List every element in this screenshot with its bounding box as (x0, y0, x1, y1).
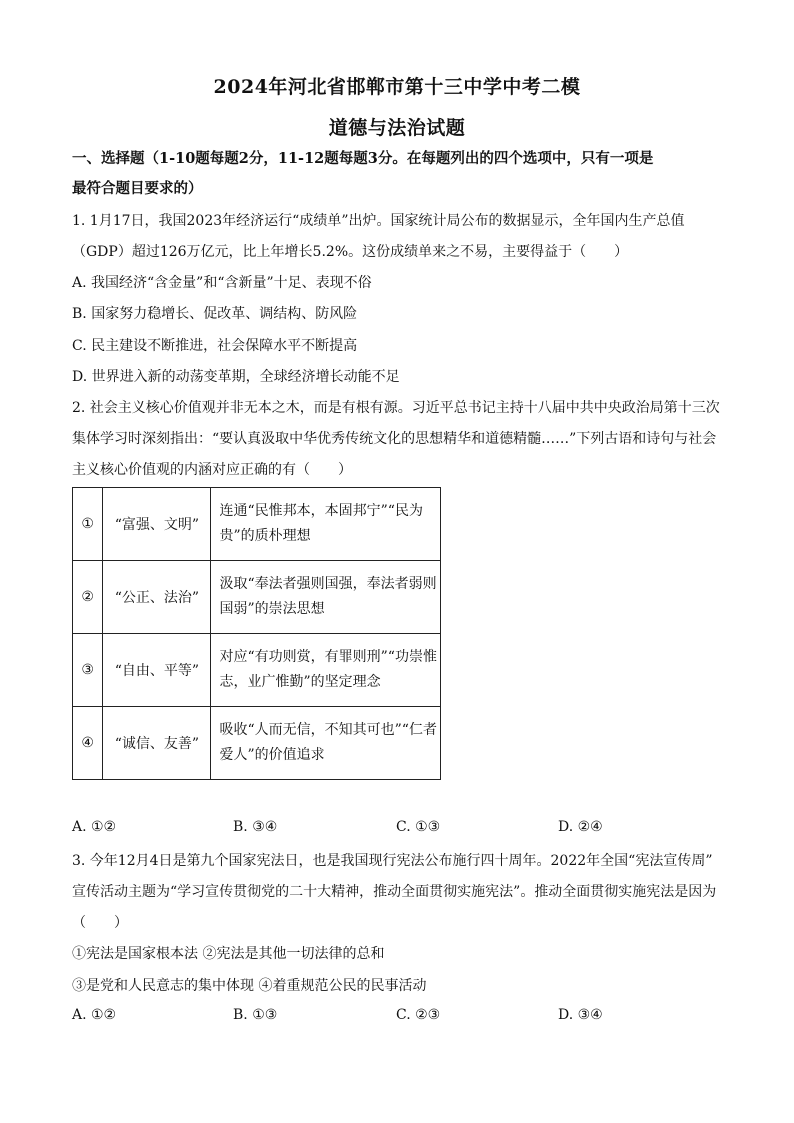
q3-option-b: B. ①③ (233, 1007, 278, 1023)
table-cell-value: “诚信、友善” (103, 707, 211, 780)
q3-option-a: A. ①② (72, 1007, 117, 1023)
q1-option-b: B. 国家努力稳增长、促改革、调结构、防风险 (72, 306, 358, 322)
table-row (73, 488, 441, 561)
exam-title: 2024年河北省邯郸市第十三中学中考二模 (213, 76, 581, 98)
table-cell-number: ④ (73, 707, 103, 780)
q3-option-c: C. ②③ (396, 1007, 441, 1023)
table-cell-number: ① (73, 488, 103, 561)
q3-items-line2: ③是党和人民意志的集中体现 ④着重规范公民的民事活动 (72, 978, 427, 994)
table-cell-number: ③ (73, 634, 103, 707)
q3-items-line1: ①宪法是国家根本法 ②宪法是其他一切法律的总和 (72, 946, 385, 962)
q3-stem-line3: （ ） (72, 915, 128, 931)
table-cell-value: “富强、文明” (103, 488, 211, 561)
table-cell-description: 对应“有功则赏，有罪则刑”“功崇惟志，业广惟勤”的坚定理念 (211, 634, 441, 707)
q3-stem-line1: 3. 今年12月4日是第九个国家宪法日，也是我国现行宪法公布施行四十周年。2022年全国“宪法宣传周” (72, 853, 713, 869)
table-cell-number: ② (73, 561, 103, 634)
table-cell-value: “公正、法治” (103, 561, 211, 634)
q2-option-a: A. ①② (72, 819, 117, 835)
table-cell-value: “自由、平等” (103, 634, 211, 707)
table-cell-description: 汲取“奉法者强则国强，奉法者弱则国弱”的崇法思想 (211, 561, 441, 634)
table-row (73, 634, 441, 707)
table-row (73, 707, 441, 780)
q2-option-c: C. ①③ (396, 819, 441, 835)
q2-table (72, 487, 441, 780)
table-cell-description: 连通“民惟邦本，本固邦宁”“民为贵”的质朴理想 (211, 488, 441, 561)
q1-option-d: D. 世界进入新的动荡变革期，全球经济增长动能不足 (72, 369, 400, 385)
exam-subtitle: 道德与法治试题 (328, 117, 466, 139)
section-heading-line2: 最符合题目要求的） (72, 180, 203, 197)
table-cell-description: 吸收“人而无信，不知其可也”“仁者爱人”的价值追求 (211, 707, 441, 780)
q1-option-c: C. 民主建设不断推进，社会保障水平不断提高 (72, 338, 358, 354)
table-row (73, 561, 441, 634)
q3-stem-line2: 宣传活动主题为“学习宣传贯彻党的二十大精神，推动全面贯彻实施宪法”。推动全面贯彻实施宪法是因为 (72, 884, 717, 900)
q1-stem-line2: （GDP）超过126万亿元，比上年增长5.2%。这份成绩单来之不易，主要得益于（ ） (72, 244, 629, 260)
q3-option-d: D. ③④ (558, 1007, 603, 1023)
q2-stem-line1: 2. 社会主义核心价值观并非无本之木，而是有根有源。习近平总书记主持十八届中共中央政治局第十三次 (72, 400, 720, 416)
q2-stem-line3: 主义核心价值观的内涵对应正确的有（ ） (72, 462, 352, 478)
section-heading-line1: 一、选择题（1-10题每题2分，11-12题每题3分。在每题列出的四个选项中，只有一项是 (72, 150, 654, 167)
q2-stem-line2: 集体学习时深刻指出：“要认真汲取中华优秀传统文化的思想精华和道德精髓……”下列古语和诗句与社会 (72, 431, 717, 447)
q1-option-a: A. 我国经济“含金量”和“含新量”十足、表现不俗 (72, 275, 372, 291)
q1-stem-line1: 1. 1月17日，我国2023年经济运行“成绩单”出炉。国家统计局公布的数据显示，全年国内生产总值 (72, 213, 685, 229)
q2-option-b: B. ③④ (233, 819, 278, 835)
q2-option-d: D. ②④ (558, 819, 603, 835)
